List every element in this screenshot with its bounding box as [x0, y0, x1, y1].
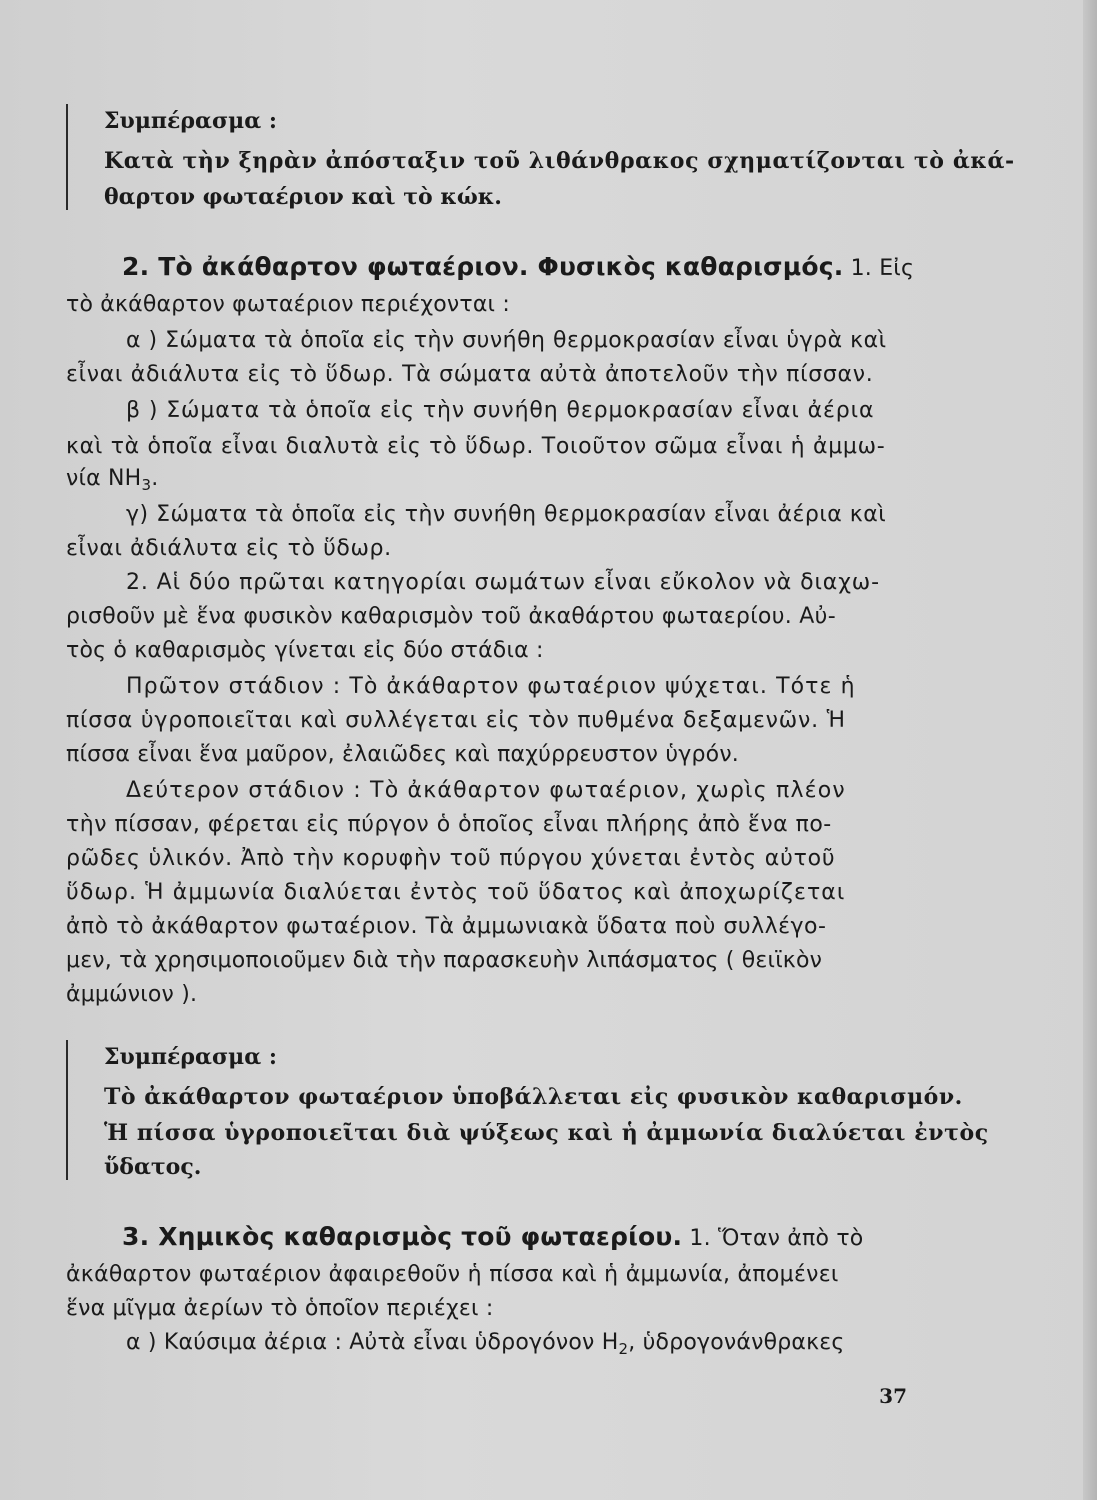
paragraph-line: ἕνα μῖγμα ἀερίων τὸ ὁποῖον περιέχει : [66, 1296, 494, 1321]
conclusion-line: Ἡ πίσσα ὑγροποιεῖται διὰ ψύξεως καὶ ἡ ἀμμωνία διαλύεται ἐντὸς [104, 1120, 989, 1146]
formula-end: , ὑδρογονάνθρακες [628, 1330, 845, 1355]
conclusion-line: Τὸ ἀκάθαρτον φωταέριον ὑποβάλλεται εἰς φυσικὸν καθαρισμόν. [104, 1084, 963, 1110]
paragraph-text: 1. Εἰς [843, 256, 915, 281]
paragraph-line: ἀμμώνιον ). [66, 982, 198, 1007]
paragraph-line: πίσσα εἶναι ἕνα μαῦρον, ἐλαιῶδες καὶ παχύρρευστον ὑγρόν. [66, 742, 740, 767]
conclusion-line: ὕδατος. [104, 1154, 202, 1180]
conclusion-title: Συμπέρασμα : [104, 108, 277, 134]
paragraph-line: ρισθοῦν μὲ ἕνα φυσικὸν καθαρισμὸν τοῦ ἀκαθάρτου φωταερίου. Αὐ- [66, 604, 836, 629]
paragraph-line: τὴν πίσσαν, φέρεται εἰς πύργον ὁ ὁποῖος εἶναι πλήρης ἀπὸ ἕνα πο- [66, 812, 832, 837]
page-number: 37 [879, 1384, 907, 1408]
conclusion-line: Κατὰ τὴν ξηρὰν ἀπόσταξιν τοῦ λιθάνθρακος σχηματίζονται τὸ ἀκά- [104, 148, 1015, 174]
conclusion-line: θαρτον φωταέριον καὶ τὸ κώκ. [104, 184, 502, 210]
formula-subscript: 3 [141, 476, 152, 494]
paragraph-line: ἀκάθαρτον φωταέριον ἀφαιρεθοῦν ἡ πίσσα καὶ ἡ ἀμμωνία, ἀπομένει [66, 1262, 839, 1287]
paragraph-line: τὸς ὁ καθαρισμὸς γίνεται εἰς δύο στάδια : [66, 638, 544, 663]
conclusion-title: Συμπέρασμα : [104, 1044, 277, 1070]
paragraph-line: ρῶδες ὑλικόν. Ἀπὸ τὴν κορυφὴν τοῦ πύργου χύνεται ἐντὸς αὐτοῦ [66, 846, 836, 871]
paragraph-line: γ) Σώματα τὰ ὁποῖα εἰς τὴν συνήθη θερμοκρασίαν εἶναι ἀέρια καὶ [126, 502, 887, 527]
paragraph-text: 1. Ὅταν ἀπὸ τὸ [682, 1226, 864, 1251]
paragraph-line: Δεύτερον στάδιον : Τὸ ἀκάθαρτον φωταέριον, χωρὶς πλέον [126, 778, 846, 803]
paragraph-line: εἶναι ἀδιάλυτα εἰς τὸ ὕδωρ. Τὰ σώματα αὐτὰ ἀποτελοῦν τὴν πίσσαν. [66, 362, 874, 387]
paragraph-line: μεν, τὰ χρησιμοποιοῦμεν διὰ τὴν παρασκευὴν λιπάσματος ( θειϊκὸν [66, 948, 823, 973]
formula-text: α ) Καύσιμα ἀέρια : Αὐτὰ εἶναι ὑδρογόνον H [126, 1330, 619, 1355]
conclusion-box-2 [66, 1040, 989, 1180]
paragraph-line: τὸ ἀκάθαρτον φωταέριον περιέχονται : [66, 292, 510, 317]
paragraph-line: Πρῶτον στάδιον : Τὸ ἀκάθαρτον φωταέριον ψύχεται. Τότε ἡ [126, 674, 856, 699]
formula-text: νία NH [66, 466, 142, 491]
section-heading-line [122, 1220, 863, 1256]
paragraph-line: β ) Σώματα τὰ ὁποῖα εἰς τὴν συνήθη θερμοκρασίαν εἶναι ἀέρια [126, 398, 875, 423]
paragraph-line: καὶ τὰ ὁποῖα εἶναι διαλυτὰ εἰς τὸ ὕδωρ. Τοιοῦτον σῶμα εἶναι ἡ ἀμμω- [66, 434, 886, 459]
paragraph-line: πίσσα ὑγροποιεῖται καὶ συλλέγεται εἰς τὸν πυθμένα δεξαμενῶν. Ἡ [66, 708, 846, 733]
formula-end: . [151, 466, 159, 491]
section-heading: 3. Χημικὸς καθαρισμὸς τοῦ φωταερίου. [122, 1222, 683, 1251]
paragraph-line [126, 1326, 844, 1366]
paragraph-line [66, 462, 158, 502]
conclusion-box-1 [66, 104, 1015, 210]
page-edge-shadow [1083, 0, 1097, 1500]
paragraph-line: 2. Αἱ δύο πρῶται κατηγορίαι σωμάτων εἶναι εὔκολον νὰ διαχω- [126, 570, 880, 595]
paragraph-line: ὕδωρ. Ἡ ἀμμωνία διαλύεται ἐντὸς τοῦ ὕδατος καὶ ἀποχωρίζεται [66, 880, 846, 905]
paragraph-line: ἀπὸ τὸ ἀκάθαρτον φωταέριον. Τὰ ἀμμωνιακὰ ὕδατα ποὺ συλλέγο- [66, 914, 827, 939]
paragraph-line: α ) Σώματα τὰ ὁποῖα εἰς τὴν συνήθη θερμοκρασίαν εἶναι ὑγρὰ καὶ [126, 328, 887, 353]
formula-subscript: 2 [618, 1340, 629, 1358]
section-heading: 2. Τὸ ἀκάθαρτον φωταέριον. Φυσικὸς καθαρισμός. [122, 252, 844, 281]
section-heading-line [122, 250, 914, 286]
paragraph-line: εἶναι ἀδιάλυτα εἰς τὸ ὕδωρ. [66, 536, 392, 561]
